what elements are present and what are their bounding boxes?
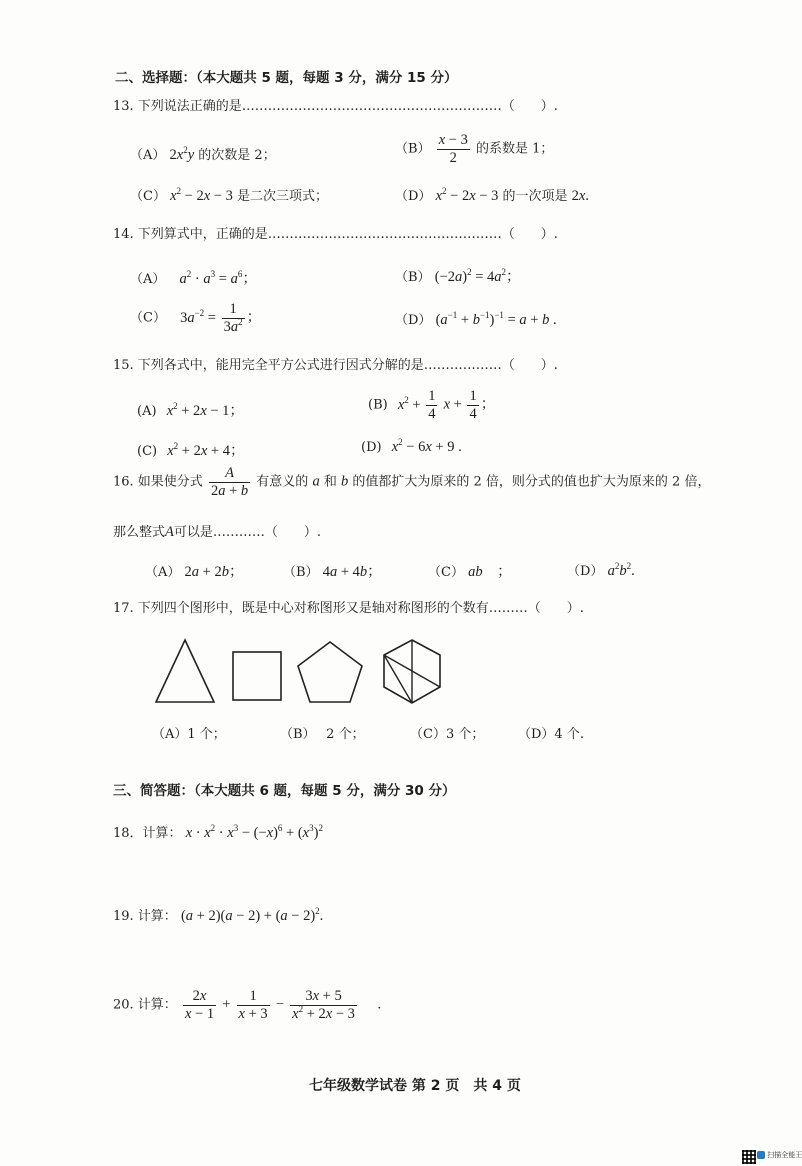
- fraction: $\frac{1}{4}$: [469, 388, 477, 422]
- q17-option-d: （D）4 个.: [518, 727, 584, 742]
- option-label: （A）: [145, 565, 181, 580]
- option-label: (D): [361, 440, 382, 455]
- fraction: $\frac{A}{2a + b}$: [210, 465, 249, 499]
- math-var: a: [312, 473, 320, 490]
- question-16-line2: [113, 521, 321, 541]
- option-text: 的系数是 1；: [475, 141, 554, 157]
- q14-option-b: [395, 265, 521, 286]
- fraction: $\frac{1}{4}$: [428, 388, 436, 422]
- option-label: （D）: [395, 313, 432, 328]
- hexagon-figure: [384, 640, 440, 703]
- question-label: 20. 计算：: [113, 997, 177, 1013]
- math-expr: $(a + 2)(a - 2) + (a - 2)^2$.: [180, 906, 324, 924]
- q13-option-a: [130, 144, 276, 164]
- question-18: [113, 822, 323, 842]
- question-17-stem: 17. 下列四个图形中，既是中心对称图形又是轴对称图形的个数有………（ ）.: [113, 601, 584, 616]
- q16-option-a: [145, 560, 243, 581]
- option-label: （C）: [428, 565, 464, 580]
- option-label: （C）: [130, 310, 166, 326]
- question-13-stem: 13. 下列说法正确的是……………………………………………………（ ）.: [113, 99, 558, 114]
- math-expr: $x^2 - 2x - 3$: [170, 186, 233, 204]
- scanner-watermark: [757, 1150, 802, 1160]
- stem-text: 那么整式: [113, 525, 166, 540]
- question-label: 19. 计算：: [113, 909, 177, 924]
- option-label: （B）: [283, 565, 319, 580]
- math-expr: 2x.: [571, 188, 589, 204]
- q15-option-c: [137, 439, 244, 460]
- question-20: 20. 计算： $\frac{2x}{x - 1}$ + $\frac{1}{x + 3}$ − $\frac{3x + 5}{x^2 + 2x - 3}$ .: [113, 988, 382, 1022]
- option-label: （D）: [395, 189, 432, 204]
- question-15-stem: 15. 下列各式中，能用完全平方公式进行因式分解的是………………（ ）.: [113, 358, 558, 373]
- fraction: $\frac{3x + 5}{x^2 + 2x - 3}$: [292, 988, 355, 1022]
- question-19: [113, 905, 323, 925]
- math-expr: $2x^2y$: [169, 145, 195, 163]
- math-expr: $x^2 + 2x - 1$；: [166, 401, 244, 419]
- q13-option-d: [395, 185, 589, 205]
- math-expr: $x \cdot x^2 \cdot x^3 - (-x)^6 + (x^3)^2$: [185, 823, 323, 841]
- q13-option-c: [130, 185, 328, 205]
- q16-option-b: [283, 560, 382, 581]
- q15-option-a: [137, 399, 244, 420]
- q14-option-a: [130, 267, 257, 288]
- math-expr: $a^2 \cdot a^3 = a^6$；: [179, 269, 257, 287]
- q15-option-b: (B) $x^2$ + $\frac{1}{4}$ x + $\frac{1}{4}$ ；: [368, 388, 496, 422]
- math-expr: $x^2$ +: [397, 394, 425, 413]
- stem-text: 的值都扩大为原来的 2 倍，则分式的值也扩大为原来的 2 倍，: [352, 474, 711, 490]
- triangle-figure: [156, 640, 214, 702]
- math-expr: $x^2 - 6x + 9$ .: [391, 437, 462, 455]
- q16-option-d: [567, 560, 635, 580]
- stem-text: 可以是…………（ ）.: [173, 525, 322, 540]
- q16-option-c: [428, 560, 512, 581]
- math-var: b: [340, 473, 349, 490]
- stem-text: 和: [323, 474, 337, 490]
- camscanner-logo-icon: [757, 1151, 765, 1159]
- math-expr: x +: [443, 396, 466, 413]
- page-footer: 七年级数学试卷 第 2 页 共 4 页: [309, 1078, 521, 1094]
- math-expr: 4a + 4b；: [322, 564, 382, 580]
- option-label: （C）: [130, 189, 166, 204]
- qr-code-icon: [742, 1150, 756, 1164]
- option-label: （D）: [567, 564, 604, 579]
- option-label: （A）: [130, 148, 166, 163]
- option-label: (C): [137, 444, 158, 459]
- fraction: $\frac{2x}{x - 1}$: [184, 988, 215, 1022]
- option-text: 的次数是 2；: [198, 148, 276, 163]
- option-text: 是二次三项式；: [236, 189, 328, 204]
- q17-option-c: （C）3 个；: [410, 727, 485, 742]
- option-label: （B）: [395, 270, 431, 285]
- q13-option-b: [395, 132, 553, 166]
- fraction: $\frac{x - 3}{2}$: [438, 132, 468, 166]
- option-label: (A): [137, 404, 157, 419]
- q15-option-d: [361, 439, 462, 456]
- watermark-text: 扫描全能王: [767, 1151, 802, 1159]
- option-label: (B): [368, 397, 388, 413]
- math-expr: ab ；: [468, 564, 512, 580]
- option-label: （B）: [395, 141, 431, 157]
- q17-option-a: （A）1 个；: [152, 727, 226, 742]
- q14-option-d: [395, 309, 557, 329]
- square-figure: [233, 652, 281, 700]
- question-16-stem: [113, 465, 710, 499]
- section-title-choice: 二、选择题：（本大题共 5 题，每题 3 分，满分 15 分）: [115, 70, 458, 86]
- option-text: 的一次项是: [502, 189, 568, 204]
- math-expr: 2a + 2b；: [184, 564, 244, 580]
- math-expr: $3a^{-2}$ =: [180, 307, 220, 326]
- option-label: （A）: [130, 272, 166, 287]
- fraction: $\frac{1}{x + 3}$: [238, 988, 268, 1022]
- q17-option-b: （B） 2 个；: [280, 727, 365, 742]
- math-expr: $x^2 + 2x + 4$；: [167, 441, 245, 459]
- math-var: A: [165, 524, 174, 540]
- stem-text: 有意义的: [256, 474, 309, 490]
- q14-option-c: （C） $3a^{-2}$ = $\frac{1}{3a^2}$ ；: [130, 301, 262, 335]
- math-expr: $x^2 - 2x - 3$: [435, 186, 499, 204]
- section-title-short-answer: 三、简答题：（本大题共 6 题，每题 5 分，满分 30 分）: [113, 783, 456, 799]
- math-expr: $a^2b^2$.: [607, 561, 635, 579]
- question-label: 18．计算：: [113, 826, 182, 841]
- pentagon-figure: [298, 642, 362, 702]
- math-expr: $(-2a)^2 = 4a^2$；: [434, 267, 521, 285]
- stem-text: 16. 如果使分式: [113, 474, 203, 490]
- fraction: $\frac{1}{3a^2}$: [223, 301, 243, 335]
- math-expr: $(a^{-1} + b^{-1})^{-1} = a + b$ .: [435, 310, 557, 328]
- question-14-stem: 14. 下列算式中，正确的是………………………………………………（ ）.: [113, 227, 558, 242]
- q17-figures: [150, 635, 460, 710]
